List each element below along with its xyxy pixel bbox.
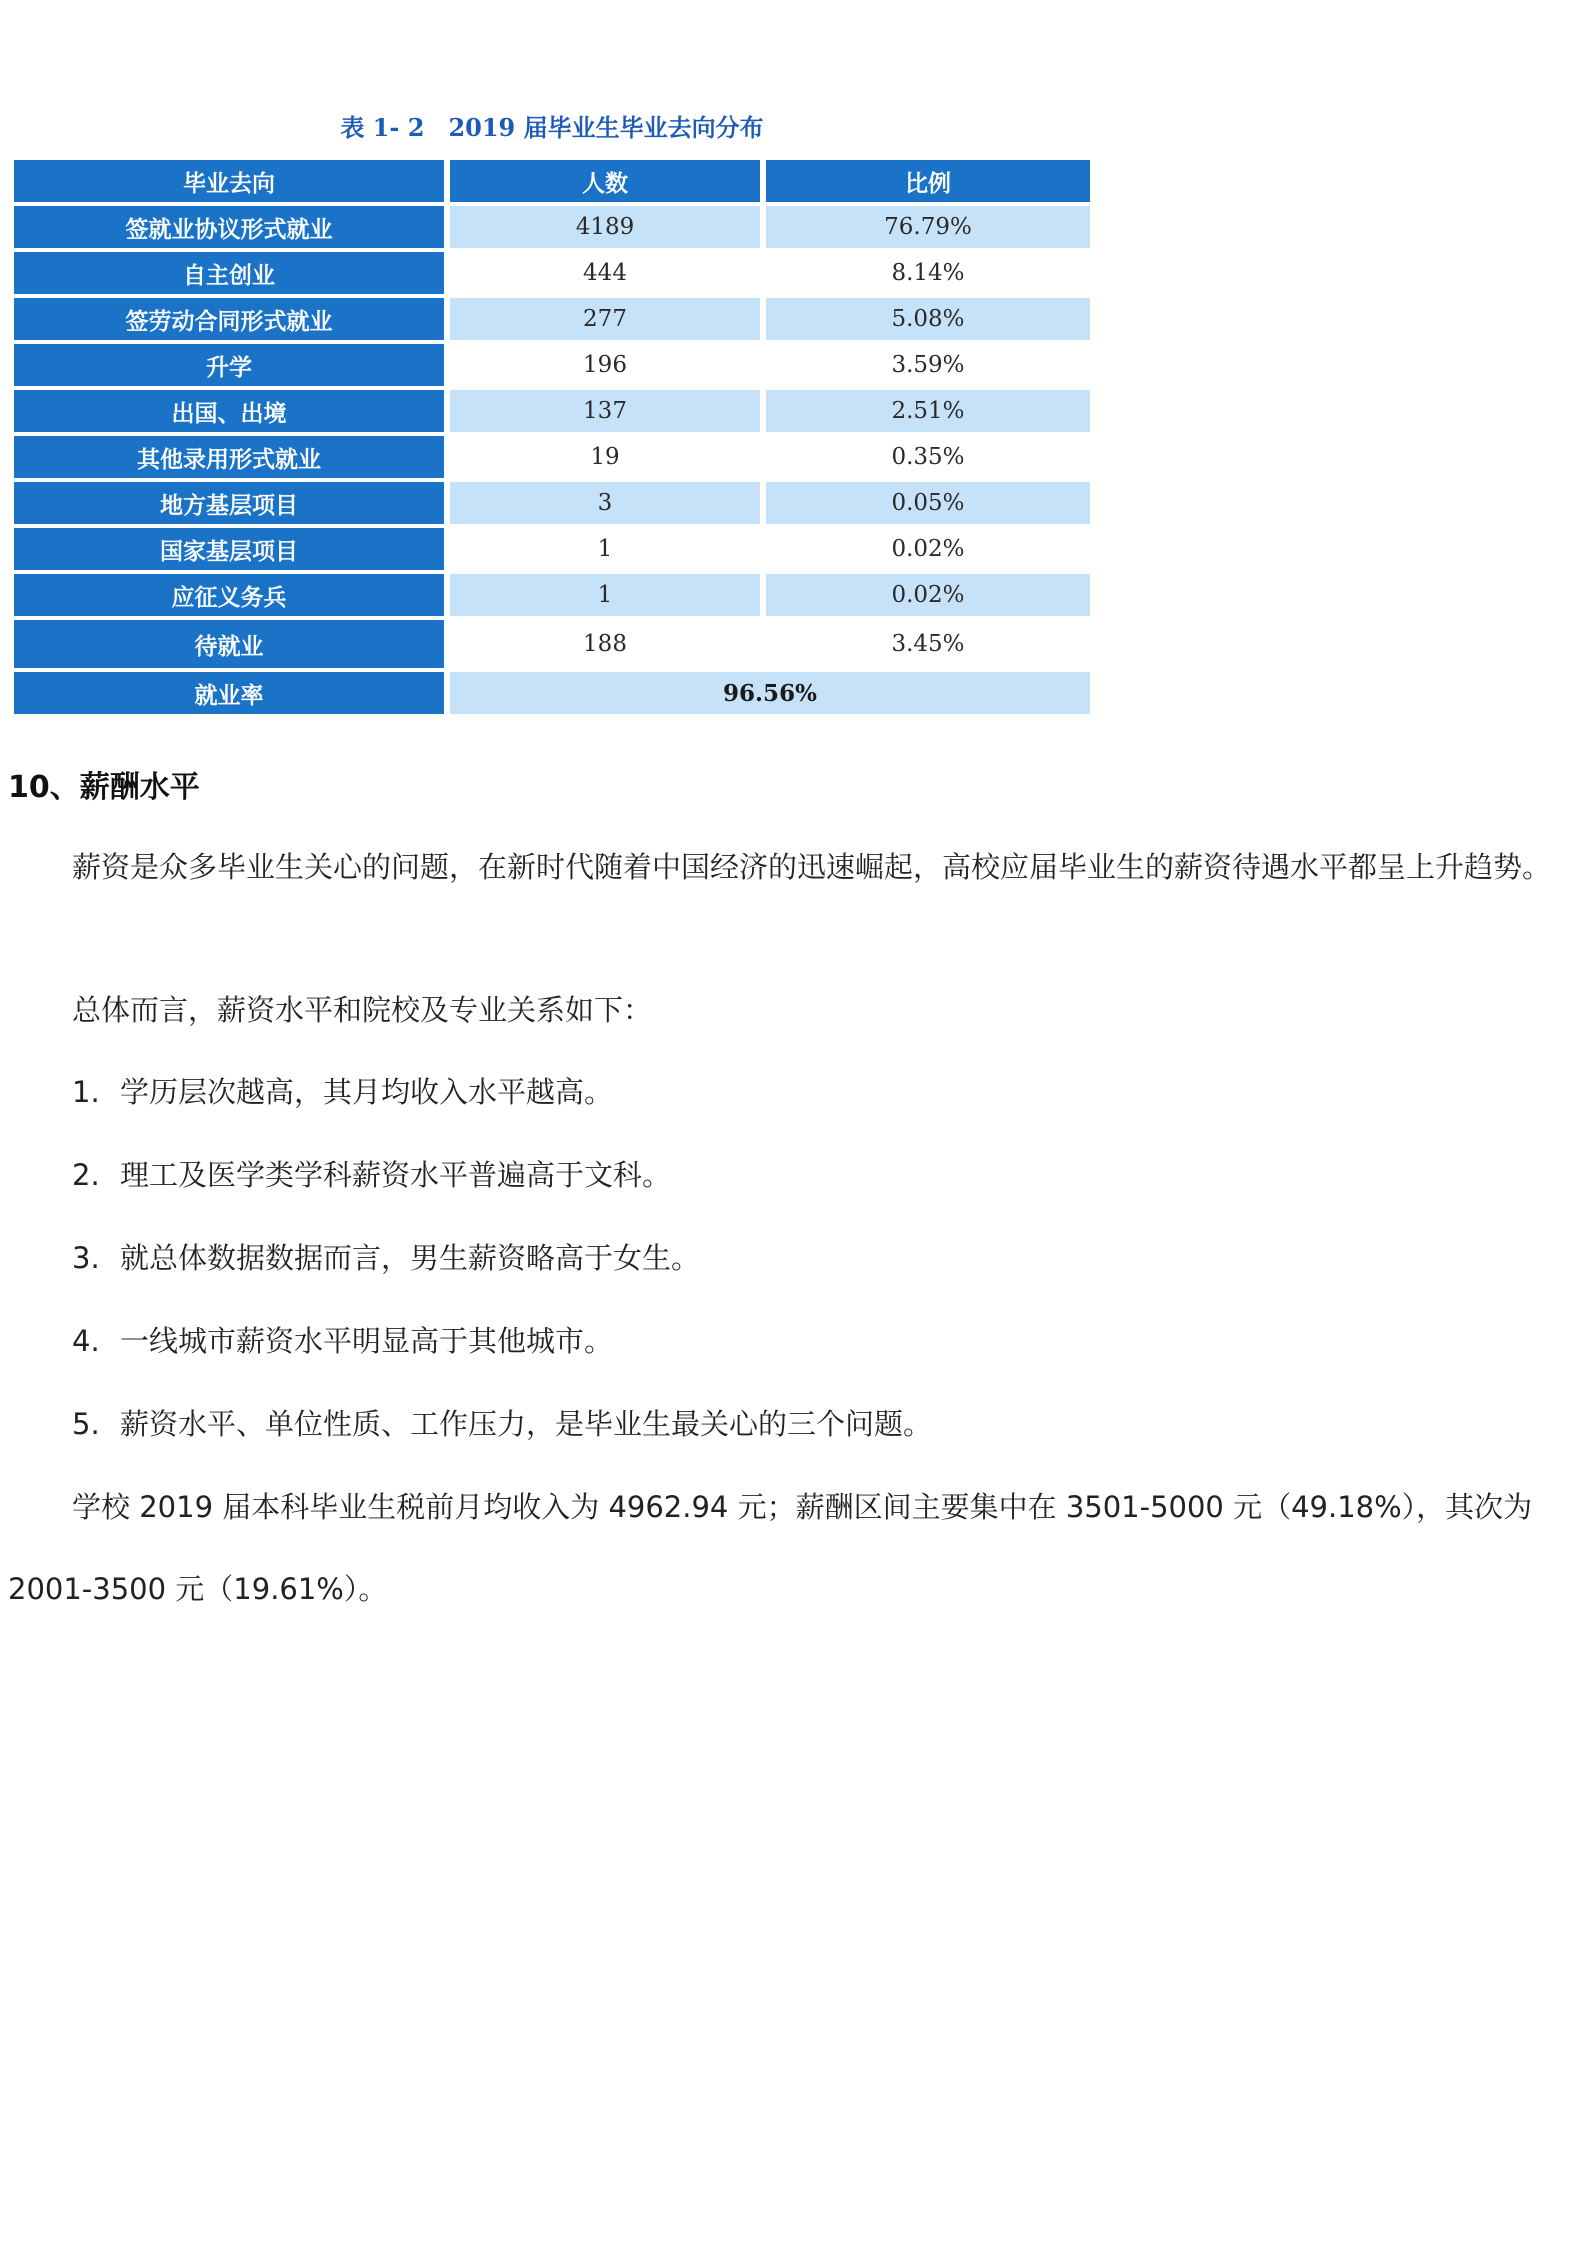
destination-table bbox=[14, 160, 1090, 714]
row-ratio: 3.45% bbox=[766, 620, 1090, 668]
header-ratio: 比例 bbox=[766, 160, 1090, 202]
row-ratio: 0.02% bbox=[766, 528, 1090, 570]
row-ratio: 8.14% bbox=[766, 252, 1090, 294]
row-count: 188 bbox=[450, 620, 760, 668]
row-ratio: 76.79% bbox=[766, 206, 1090, 248]
list-text: 一线城市薪资水平明显高于其他城市。 bbox=[120, 1324, 614, 1358]
list-item bbox=[72, 1321, 613, 1361]
list-number: 4. bbox=[72, 1324, 100, 1358]
row-ratio: 2.51% bbox=[766, 390, 1090, 432]
row-count: 137 bbox=[450, 390, 760, 432]
list-number: 2. bbox=[72, 1158, 100, 1192]
row-ratio: 5.08% bbox=[766, 298, 1090, 340]
list-text: 就总体数据数据而言，男生薪资略高于女生。 bbox=[120, 1241, 701, 1275]
employment-rate-value: 96.56% bbox=[450, 672, 1090, 714]
row-count: 1 bbox=[450, 574, 760, 616]
table-caption: 表 1- 2 2019 届毕业生毕业去向分布 bbox=[340, 113, 764, 142]
list-number: 1. bbox=[72, 1075, 100, 1109]
list-text: 理工及医学类学科薪资水平普遍高于文科。 bbox=[120, 1158, 672, 1192]
row-label: 国家基层项目 bbox=[14, 528, 444, 570]
row-label: 签劳动合同形式就业 bbox=[14, 298, 444, 340]
list-number: 3. bbox=[72, 1241, 100, 1275]
row-count: 1 bbox=[450, 528, 760, 570]
row-count: 4189 bbox=[450, 206, 760, 248]
employment-rate-label: 就业率 bbox=[14, 672, 444, 714]
row-count: 3 bbox=[450, 482, 760, 524]
section-heading: 10、薪酬水平 bbox=[8, 770, 200, 805]
row-ratio: 0.35% bbox=[766, 436, 1090, 478]
row-label: 升学 bbox=[14, 344, 444, 386]
list-item bbox=[72, 1238, 700, 1278]
row-label: 其他录用形式就业 bbox=[14, 436, 444, 478]
row-label: 出国、出境 bbox=[14, 390, 444, 432]
header-destination: 毕业去向 bbox=[14, 160, 444, 202]
row-count: 444 bbox=[450, 252, 760, 294]
row-label: 应征义务兵 bbox=[14, 574, 444, 616]
row-label: 自主创业 bbox=[14, 252, 444, 294]
closing-paragraph: 学校 2019 届本科毕业生税前月均收入为 4962.94 元；薪酬区间主要集中在 3501-5000 元（49.18%），其次为 2001-3500 元（19.61%）。 bbox=[8, 1490, 1533, 1606]
intro-paragraph: 薪资是众多毕业生关心的问题，在新时代随着中国经济的迅速崛起，高校应届毕业生的薪资待遇水平都呈上升趋势。 bbox=[72, 850, 1552, 884]
summary-lead: 总体而言，薪资水平和院校及专业关系如下： bbox=[72, 993, 653, 1027]
list-text: 学历层次越高，其月均收入水平越高。 bbox=[120, 1075, 614, 1109]
row-ratio: 3.59% bbox=[766, 344, 1090, 386]
row-count: 196 bbox=[450, 344, 760, 386]
row-count: 277 bbox=[450, 298, 760, 340]
row-count: 19 bbox=[450, 436, 760, 478]
row-ratio: 0.05% bbox=[766, 482, 1090, 524]
list-text: 薪资水平、单位性质、工作压力，是毕业生最关心的三个问题。 bbox=[120, 1407, 933, 1441]
list-item bbox=[72, 1155, 671, 1195]
row-label: 签就业协议形式就业 bbox=[14, 206, 444, 248]
list-item bbox=[72, 1404, 932, 1444]
header-count: 人数 bbox=[450, 160, 760, 202]
row-ratio: 0.02% bbox=[766, 574, 1090, 616]
row-label: 地方基层项目 bbox=[14, 482, 444, 524]
list-item bbox=[72, 1072, 613, 1112]
list-number: 5. bbox=[72, 1407, 100, 1441]
row-label: 待就业 bbox=[14, 620, 444, 668]
